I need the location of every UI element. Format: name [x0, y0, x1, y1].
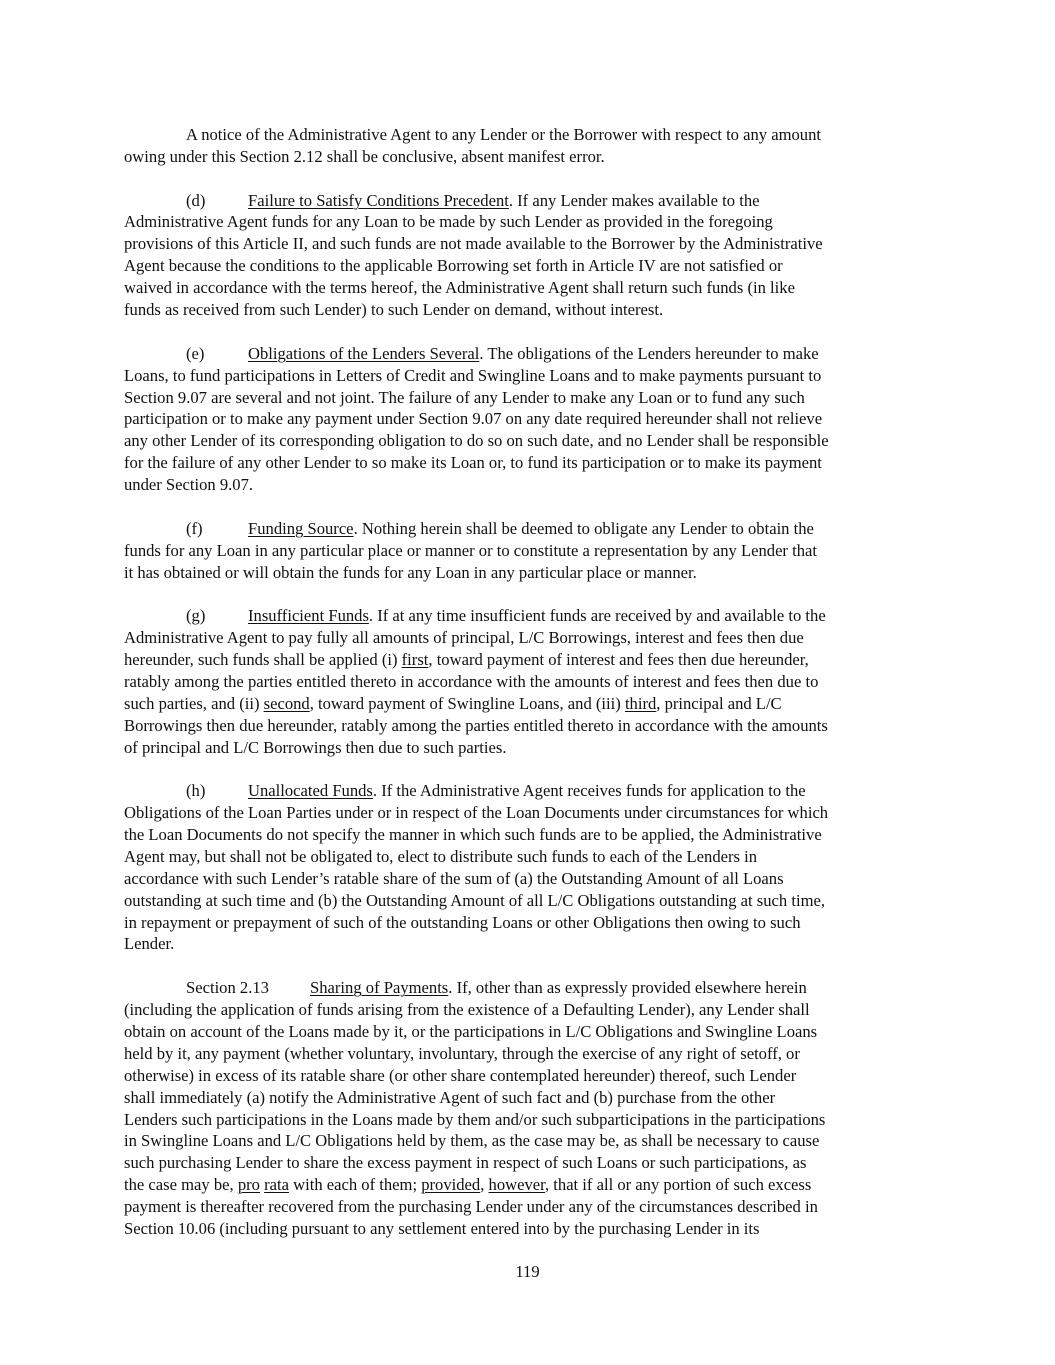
- text-line: [124, 1174, 934, 1196]
- text-segment: in Swingline Loans and L/C Obligations held by them, as the case may be, as shall be necessary to cause: [124, 1131, 820, 1151]
- text-segment: . The obligations of the Lenders hereunder to make: [479, 343, 819, 363]
- text-line: [124, 408, 934, 430]
- text-segment: ratably among the parties entitled thereto in accordance with the amounts of interest and fees then due to: [124, 671, 819, 691]
- text-segment: funds as received from such Lender) to such Lender on demand, without interest.: [124, 300, 664, 320]
- text-line: [124, 1130, 934, 1152]
- text-segment: . If any Lender makes available to the: [508, 190, 760, 210]
- paragraph: [124, 780, 934, 955]
- text-line: [124, 802, 934, 824]
- text-line: [124, 387, 934, 409]
- text-segment: obtain on account of the Loans made by it, or the participations in L/C Obligations and Swingline Loans: [124, 1021, 818, 1041]
- underlined-term: Obligations of the Lenders Several: [248, 343, 480, 363]
- section-paragraph: [124, 977, 934, 1240]
- clause-label: (d): [186, 190, 206, 210]
- text-segment: Administrative Agent to pay fully all amounts of principal, L/C Borrowings, interest and fees then due: [124, 628, 804, 648]
- underlined-term: Sharing of Payments: [310, 978, 449, 998]
- text-segment: . If, other than as expressly provided elsewhere herein: [448, 978, 807, 998]
- text-segment: Loans, to fund participations in Letters of Credit and Swingline Loans and to make payments pursuant to: [124, 365, 822, 385]
- text-segment: any other Lender of its corresponding obligation to do so on such date, and no Lender shall be responsible: [124, 431, 829, 451]
- text-line: [124, 255, 934, 277]
- page-number: 119: [515, 1262, 540, 1281]
- text-segment: held by it, any payment (whether voluntary, involuntary, through the exercise of any right of setoff, or: [124, 1043, 800, 1063]
- text-segment: accordance with such Lender’s ratable share of the sum of (a) the Outstanding Amount of all Loans: [124, 868, 784, 888]
- text-line: [124, 846, 934, 868]
- text-segment: , toward payment of interest and fees then due hereunder,: [428, 650, 809, 669]
- clause-label: (e): [186, 343, 205, 363]
- text-line: [124, 605, 934, 627]
- underlined-term: rata: [264, 1175, 289, 1195]
- text-segment: Obligations of the Loan Parties under or in respect of the Loan Documents under circumstances for which: [124, 803, 829, 823]
- underlined-term: provided: [421, 1175, 481, 1195]
- text-segment: owing under this Section 2.12 shall be conclusive, absent manifest error.: [124, 146, 605, 166]
- text-segment: funds for any Loan in any particular place or manner or to constitute a representation by any Lender that: [124, 540, 817, 560]
- text-segment: payment is thereafter recovered from the purchasing Lender under any of the circumstances described in: [124, 1197, 818, 1217]
- underlined-term: Failure to Satisfy Conditions Precedent: [248, 190, 509, 210]
- paragraph: [124, 518, 934, 584]
- text-line: [124, 124, 934, 146]
- text-segment: , that if all or any portion of such excess: [544, 1175, 812, 1195]
- text-line: [124, 365, 934, 387]
- text-line: [124, 890, 934, 912]
- text-line: [124, 1109, 934, 1131]
- text-line: [124, 912, 934, 934]
- clause-label: (g): [186, 606, 206, 626]
- text-line: [124, 1065, 934, 1087]
- clause-label: (h): [186, 781, 206, 801]
- text-segment: such purchasing Lender to share the excess payment in respect of such Loans or such participations, as: [124, 1153, 807, 1173]
- text-segment: Section 10.06 (including pursuant to any settlement entered into by the purchasing Lender in its: [124, 1218, 760, 1238]
- text-line: [124, 562, 934, 584]
- underlined-term: Unallocated Funds: [248, 781, 373, 801]
- text-line: [124, 715, 934, 737]
- underlined-term: second: [263, 693, 310, 713]
- text-line: [124, 233, 934, 255]
- text-segment: the case may be,: [124, 1175, 238, 1195]
- paragraph: [124, 343, 934, 496]
- text-segment: Section 9.07 are several and not joint. The failure of any Lender to make any Loan or to fund any such: [124, 387, 805, 407]
- text-line: [124, 737, 934, 759]
- text-line: [124, 452, 934, 474]
- text-line: [124, 671, 934, 693]
- text-line: [124, 780, 934, 802]
- text-segment: . If at any time insufficient funds are received by and available to the: [368, 606, 826, 626]
- underlined-term: Funding Source: [248, 518, 354, 538]
- text-line: [124, 1196, 934, 1218]
- text-segment: A notice of the Administrative Agent to any Lender or the Borrower with respect to any amount: [186, 125, 822, 144]
- text-line: [124, 1218, 934, 1240]
- text-segment: (including the application of funds arising from the existence of a Defaulting Lender), any Lender shall: [124, 1000, 810, 1020]
- text-line: [124, 343, 934, 365]
- text-line: [124, 277, 934, 299]
- text-segment: Borrowings then due hereunder, ratably among the parties entitled thereto in accordance with the amounts: [124, 715, 828, 735]
- text-line: [124, 540, 934, 562]
- text-segment: otherwise) in excess of its ratable share (or other share contemplated hereunder) thereof, such Lender: [124, 1065, 797, 1085]
- text-segment: ,: [480, 1175, 489, 1195]
- text-segment: provisions of this Article II, and such funds are not made available to the Borrower by the Administrative: [124, 234, 823, 254]
- text-segment: , toward payment of Swingline Loans, and (iii): [309, 693, 625, 713]
- text-line: [124, 190, 934, 212]
- text-line: [124, 999, 934, 1021]
- section-number: Section 2.13: [186, 978, 269, 998]
- text-segment: Agent because the conditions to the applicable Borrowing set forth in Article IV are not satisfied or: [124, 256, 783, 276]
- text-line: [124, 693, 934, 715]
- text-line: [124, 649, 934, 671]
- text-segment: waived in accordance with the terms hereof, the Administrative Agent shall return such funds (in like: [124, 278, 795, 298]
- underlined-term: first: [401, 650, 429, 669]
- text-segment: shall immediately (a) notify the Administrative Agent of such fact and (b) purchase from the other: [124, 1087, 776, 1107]
- underlined-term: however: [488, 1175, 545, 1195]
- text-segment: such parties, and (ii): [124, 693, 264, 713]
- text-segment: Agent may, but shall not be obligated to, elect to distribute such funds to each of the Lenders in: [124, 846, 758, 866]
- underlined-term: pro: [237, 1175, 260, 1195]
- text-line: [124, 627, 934, 649]
- underlined-term: third: [624, 693, 657, 713]
- text-line: [124, 430, 934, 452]
- text-segment: Lender.: [124, 934, 175, 954]
- underlined-term: Insufficient Funds: [248, 606, 369, 626]
- text-segment: Administrative Agent funds for any Loan to be made by such Lender as provided in the foregoing: [124, 212, 773, 232]
- paragraph: [124, 605, 934, 758]
- text-segment: with each of them;: [288, 1175, 422, 1195]
- paragraph: [124, 190, 934, 321]
- text-line: [124, 977, 934, 999]
- paragraph: [124, 124, 934, 168]
- text-segment: it has obtained or will obtain the funds for any Loan in any particular place or manner.: [124, 562, 697, 582]
- text-segment: in repayment or prepayment of such of the outstanding Loans or other Obligations then owing to such: [124, 912, 801, 932]
- text-line: [124, 518, 934, 540]
- clause-label: (f): [186, 518, 203, 538]
- text-line: [124, 211, 934, 233]
- text-segment: under Section 9.07.: [124, 475, 254, 495]
- text-line: [124, 1087, 934, 1109]
- text-segment: of principal and L/C Borrowings then due to such parties.: [124, 737, 507, 757]
- document-page: [124, 124, 934, 1262]
- text-line: [124, 146, 934, 168]
- text-segment: outstanding at such time and (b) the Outstanding Amount of all L/C Obligations outstanding at such time,: [124, 890, 825, 910]
- text-segment: Lenders such participations in the Loans made by them and/or such subparticipations in the participations: [124, 1109, 826, 1129]
- text-line: [124, 824, 934, 846]
- text-line: [124, 1021, 934, 1043]
- text-line: [124, 868, 934, 890]
- text-segment: . If the Administrative Agent receives funds for application to the: [372, 781, 806, 801]
- text-line: [124, 1152, 934, 1174]
- text-segment: , principal and L/C: [656, 693, 782, 713]
- text-line: [124, 299, 934, 321]
- text-segment: the Loan Documents do not specify the manner in which such funds are to be applied, the Administrative: [124, 825, 822, 845]
- text-line: [124, 1043, 934, 1065]
- text-segment: participation or to make any payment under Section 9.07 on any date required hereunder shall not relieve: [124, 409, 823, 429]
- text-line: [124, 933, 934, 955]
- text-segment: . Nothing herein shall be deemed to obligate any Lender to obtain the: [353, 518, 814, 538]
- text-line: [124, 474, 934, 496]
- text-segment: for the failure of any other Lender to so make its Loan or, to fund its participation or to make its payment: [124, 453, 822, 473]
- text-segment: hereunder, such funds shall be applied (i): [124, 650, 402, 669]
